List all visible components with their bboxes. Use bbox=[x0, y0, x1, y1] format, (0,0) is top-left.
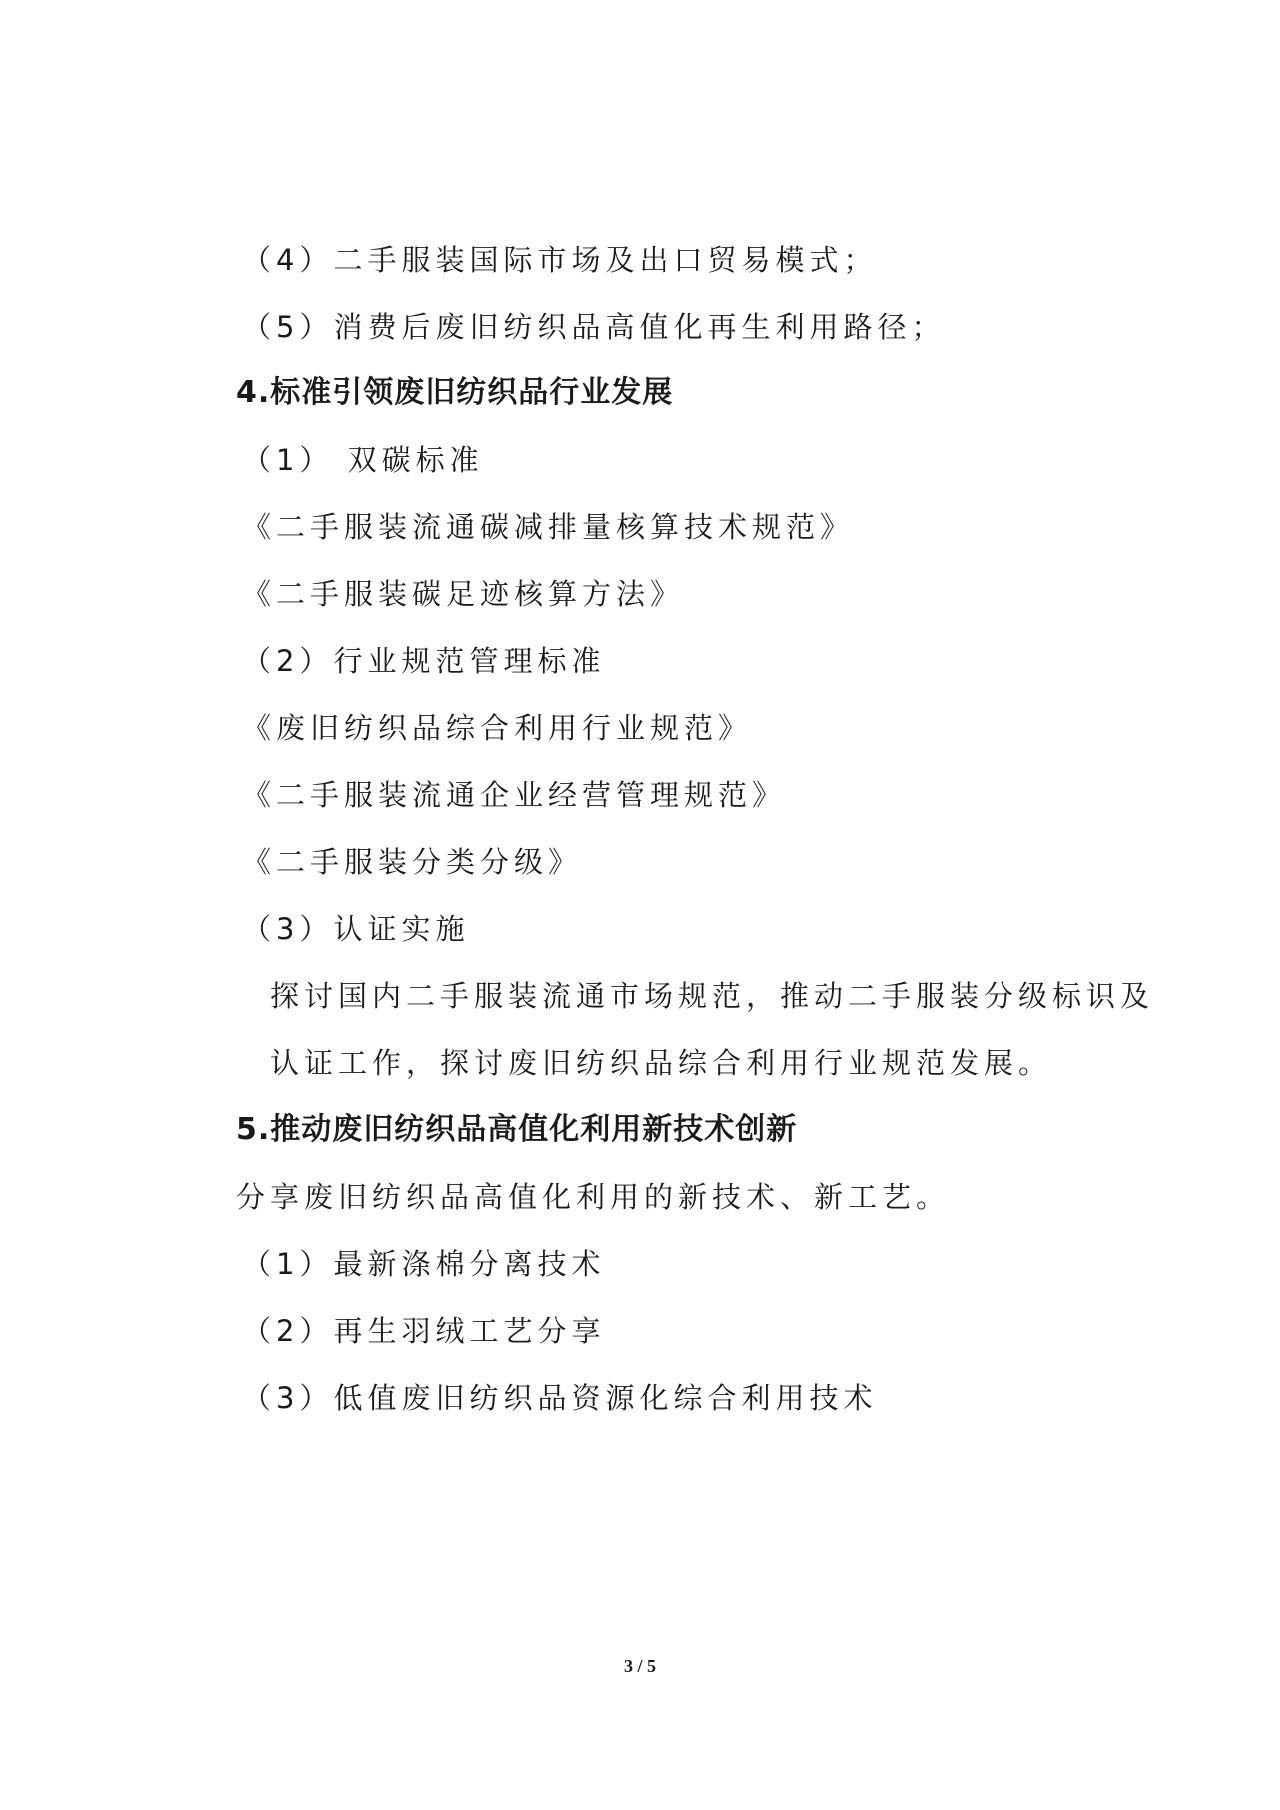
standard-title: 《废旧纺织品综合利用行业规范》 bbox=[242, 711, 753, 745]
list-item: （1）最新涤棉分离技术 bbox=[242, 1247, 606, 1281]
page-number: 3 / 5 bbox=[623, 1656, 656, 1676]
standard-title: 《二手服装流通企业经营管理规范》 bbox=[242, 778, 787, 812]
list-item-4: （4）二手服装国际市场及出口贸易模式； bbox=[242, 243, 878, 277]
paragraph-line: 认证工作，探讨废旧纺织品综合利用行业规范发展。 bbox=[270, 1046, 1053, 1080]
subsection-industry-standard: （2）行业规范管理标准 bbox=[242, 644, 606, 678]
standard-title: 《二手服装碳足迹核算方法》 bbox=[242, 577, 685, 611]
section-heading-5: 5.推动废旧纺织品高值化利用新技术创新 bbox=[236, 1112, 798, 1147]
standard-title: 《二手服装流通碳减排量核算技术规范》 bbox=[242, 510, 855, 544]
standard-title: 《二手服装分类分级》 bbox=[242, 845, 583, 879]
paragraph-line: 分享废旧纺织品高值化利用的新技术、新工艺。 bbox=[236, 1180, 951, 1214]
paragraph-line: 探讨国内二手服装流通市场规范，推动二手服装分级标识及 bbox=[270, 979, 1155, 1013]
subsection-certification: （3）认证实施 bbox=[242, 912, 470, 946]
subsection-dual-carbon: （1） 双碳标准 bbox=[242, 443, 484, 477]
list-item: （3）低值废旧纺织品资源化综合利用技术 bbox=[242, 1381, 878, 1415]
list-item-5: （5）消费后废旧纺织品高值化再生利用路径； bbox=[242, 310, 946, 344]
section-heading-4: 4.标准引领废旧纺织品行业发展 bbox=[236, 375, 674, 410]
list-item: （2）再生羽绒工艺分享 bbox=[242, 1314, 606, 1348]
